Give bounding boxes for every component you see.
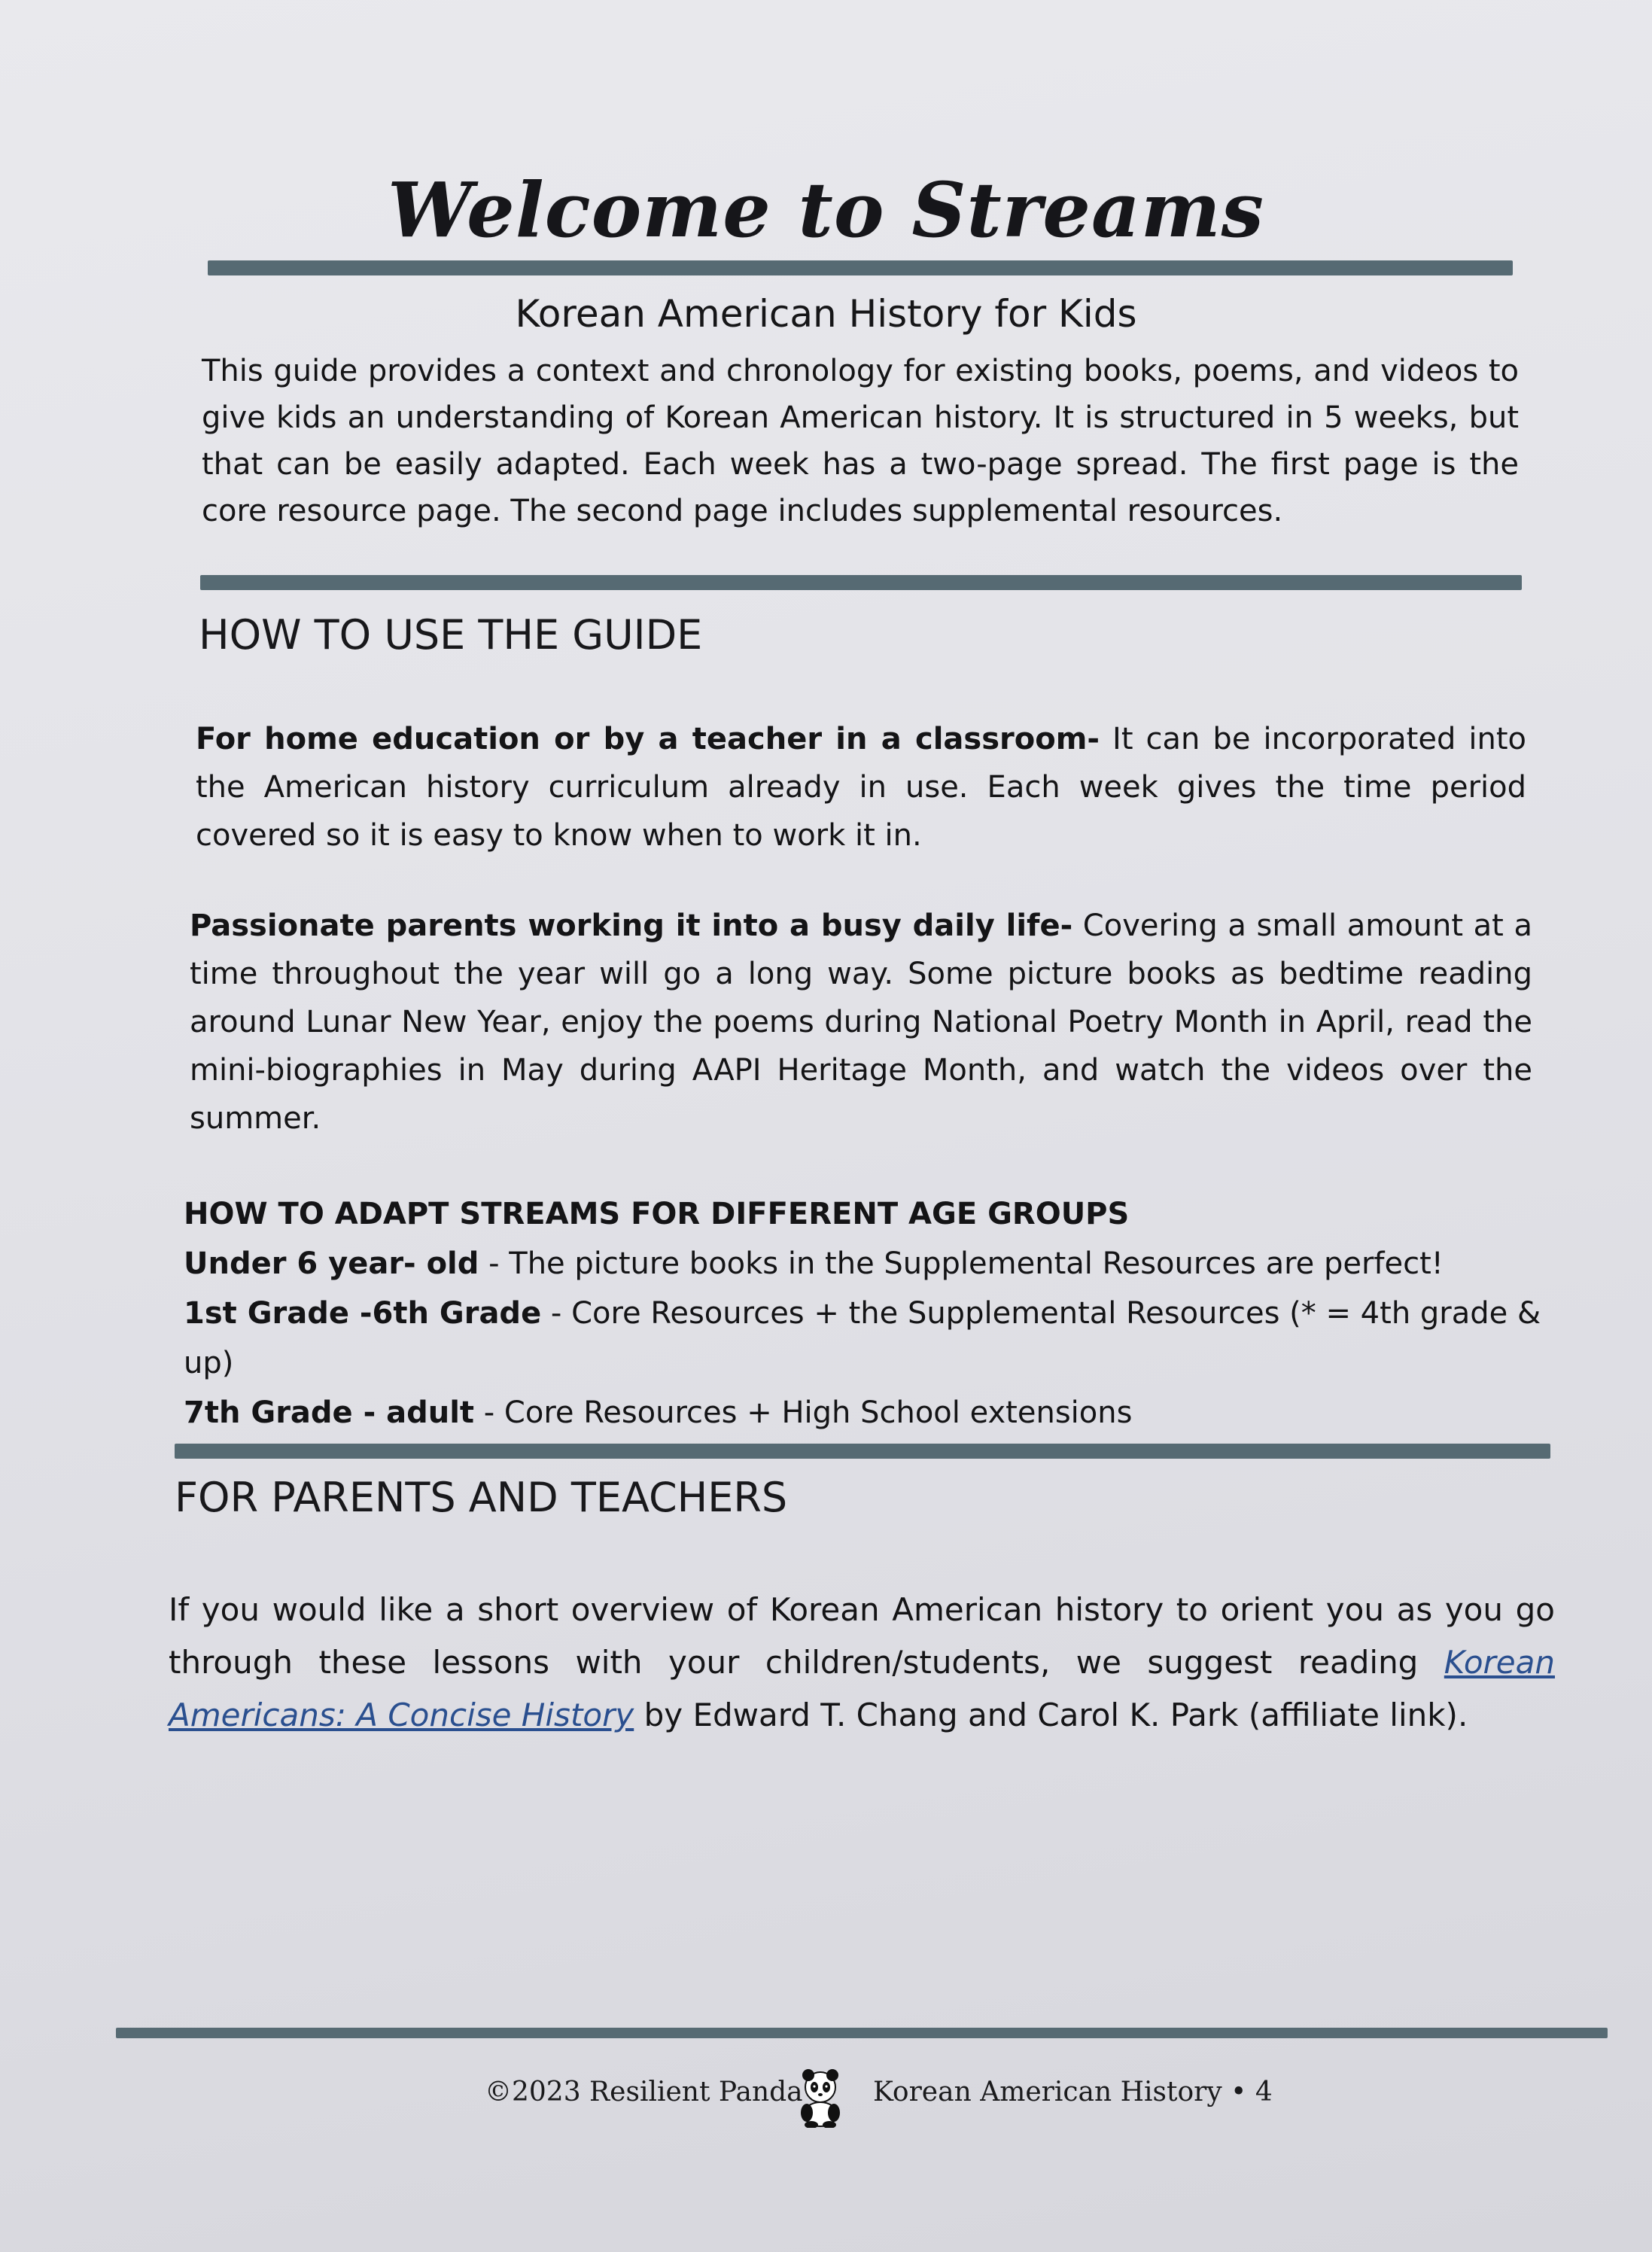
page-subtitle: Korean American History for Kids bbox=[515, 292, 1137, 336]
age-groups-heading: HOW TO ADAPT STREAMS FOR DIFFERENT AGE GROUPS bbox=[184, 1197, 1130, 1231]
usage-lead-home: For home education or by a teacher in a classroom- bbox=[196, 722, 1100, 756]
footer-page-label: Korean American History • 4 bbox=[873, 2077, 1273, 2107]
age-group-text: - Core Resources + the Supplemental Resources (* = 4th grade & up) bbox=[184, 1296, 1541, 1380]
parents-teachers-paragraph bbox=[169, 1584, 1555, 1742]
usage-paragraph-home bbox=[196, 715, 1526, 860]
intro-paragraph: This guide provides a context and chronology for existing books, poems, and videos to give kids an understanding of Korean American history. It is structured in 5 weeks, but that can be easily adapted. Each week has a two-page spread. The first page is the core resource page. The second page includes supplemental resources. bbox=[202, 354, 1519, 528]
footer-rule bbox=[116, 2028, 1608, 2038]
parents-text-after: by Edward T. Chang and Carol K. Park (affiliate link). bbox=[634, 1697, 1468, 1733]
usage-text-parents: Covering a small amount at a time throughout the year will go a long way. Some picture books as bedtime reading around Lunar New Year, enjoy the poems during National Poetry Month in April, read the mini-biographies in May during AAPI Heritage Month, and watch the videos over the summer. bbox=[190, 908, 1533, 1136]
panda-logo-icon bbox=[789, 2065, 852, 2128]
age-group-row bbox=[184, 1239, 1553, 1289]
page-footer bbox=[0, 2065, 1652, 2125]
divider-rule bbox=[200, 575, 1522, 590]
age-group-row bbox=[184, 1388, 1553, 1438]
usage-lead-parents: Passionate parents working it into a busy daily life- bbox=[190, 908, 1073, 943]
usage-text-home: It can be incorporated into the American history curriculum already in use. Each week gives the time period covered so it is easy to know when to work it in. bbox=[196, 722, 1526, 853]
age-group-text: - The picture books in the Supplemental Resources are perfect! bbox=[479, 1246, 1444, 1281]
parents-text-before: If you would like a short overview of Korean American history to orient you as you go through these lessons with your children/students, we suggest reading bbox=[169, 1591, 1555, 1681]
divider-rule bbox=[208, 260, 1513, 275]
section-heading-parents-teachers: FOR PARENTS AND TEACHERS bbox=[175, 1474, 788, 1521]
age-group-label: 1st Grade -6th Grade bbox=[184, 1296, 542, 1331]
age-group-label: Under 6 year- old bbox=[184, 1246, 479, 1281]
age-group-label: 7th Grade - adult bbox=[184, 1395, 475, 1430]
page-title: Welcome to Streams bbox=[388, 166, 1264, 254]
usage-paragraph-parents bbox=[190, 902, 1532, 1143]
age-group-row bbox=[184, 1289, 1553, 1388]
age-group-text: - Core Resources + High School extensions bbox=[474, 1395, 1133, 1430]
book-link[interactable]: Korean Americans: A Concise History bbox=[169, 1644, 1555, 1733]
age-groups-block bbox=[184, 1189, 1553, 1438]
footer-copyright: ©2023 Resilient Panda bbox=[485, 2077, 803, 2107]
divider-rule bbox=[175, 1444, 1550, 1459]
section-heading-how-to-use: HOW TO USE THE GUIDE bbox=[199, 611, 703, 659]
